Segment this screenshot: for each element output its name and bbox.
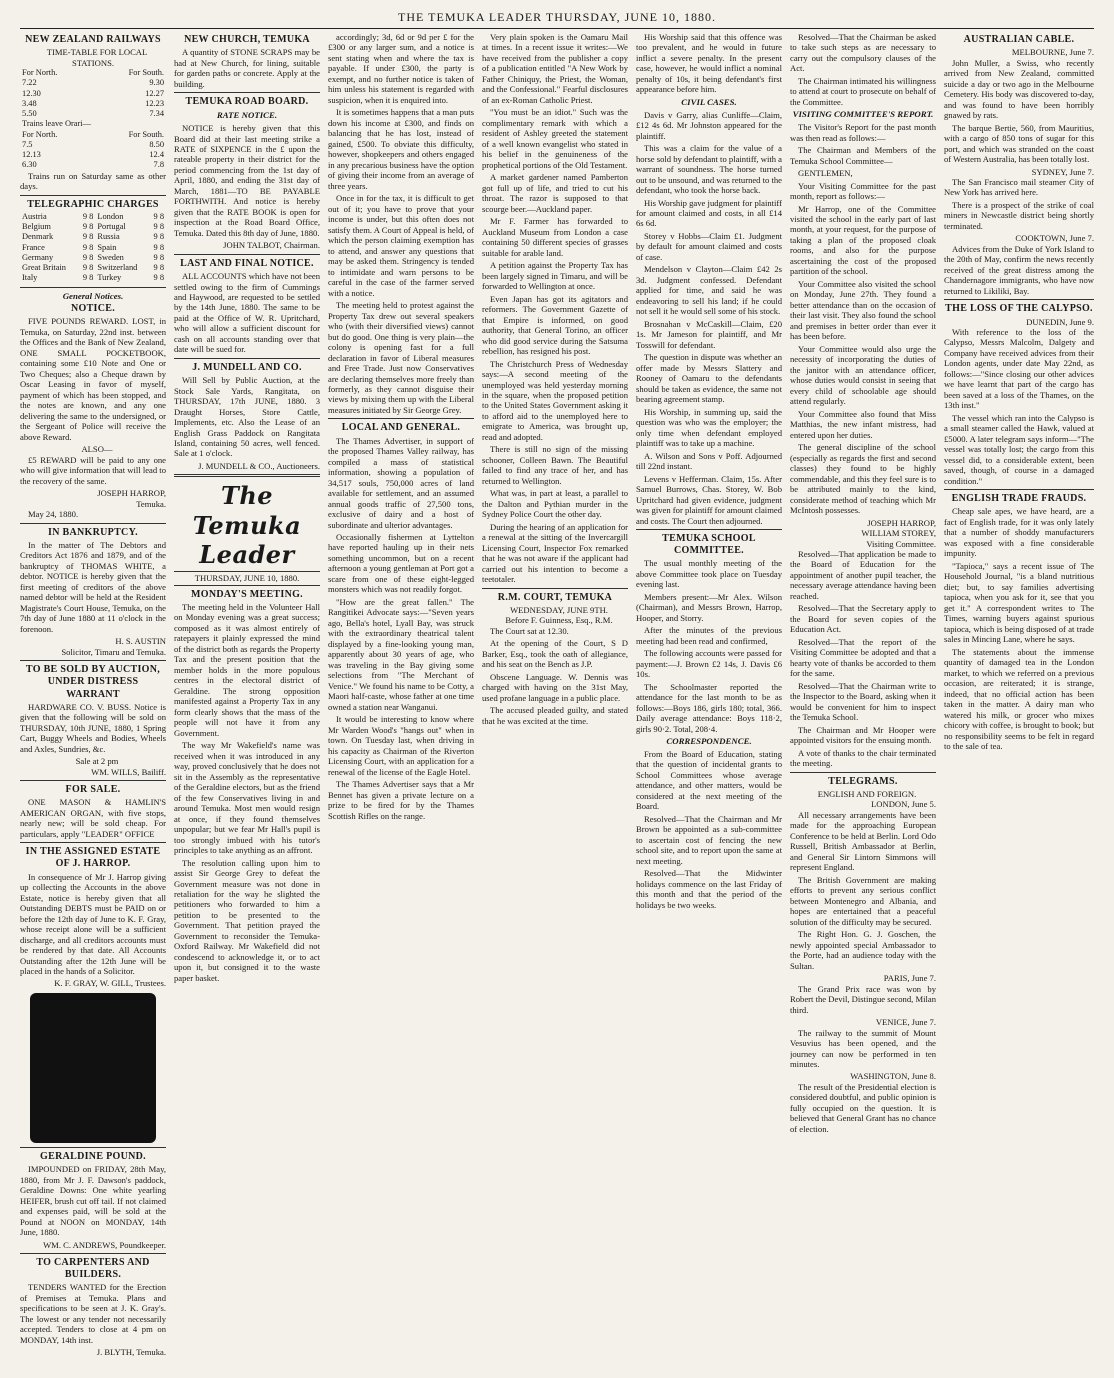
- article-paragraph: The meeting held in the Volunteer Hall on Monday evening was a great success; composed as it was almost entirely of ratepayers it plainly expressed the mind of the district both as regards the Property Tax and the present position that the member holds in the more populous centres in the electoral district of Geraldine. The strong opposition manifested against a Property Tax in any form clearly shows that the mass of the people will not have it from any Government.: [174, 601, 320, 738]
- charges-row-cell: Switzerland: [97, 263, 138, 273]
- column-2: [174, 32, 320, 1372]
- charges-row-cell: Sweden: [97, 252, 124, 262]
- timetable-row-cell: [117, 119, 166, 129]
- cable-paragraph: The barque Bertie, 560, from Mauritius, with a cargo of 850 tons of sugar for this port, and which was stranded on the coast of Western Australia, has been totally lost.: [944, 122, 1094, 165]
- rate-notice-heading: RATE NOTICE.: [216, 110, 278, 121]
- charges-row-cell: 9 8: [153, 222, 164, 232]
- news-paragraph: The Thames Advertiser says that a Mr Bennet has given a private lecture on a prize to be fired for by the Thames Scottish Rifles on the range.: [328, 779, 474, 821]
- news-paragraph: Very plain spoken is the Oamaru Mail at times. In a recent issue it writes:—We have received from the publisher a copy of a publication entitled "A New Work by Father Chiniquy, the Priest, the Woman, and the Confessional." Fearful disclosures of an ex-Roman Catholic Priest.: [482, 32, 628, 105]
- column-5: [636, 32, 782, 1372]
- rate-notice: NOTICE is hereby given that this Board did at their last meeting strike a RATE of SIXPENCE in the £ upon the rateable property in their district for the period commencing from the 1st day of April, 1880, and ending the 31st day of March, 1881—TO BE PAYABLE FORTHWITH. And notice is hereby given that the RATE BOOK is open for inspection at the Road Board Office, Temuka. Dated this 8th day of June, 1880.: [174, 123, 320, 238]
- article-paragraph: It is sometimes happens that a man puts down his income at £300, and finds on balancing that he has lost, instead of gained, £500. To obviate this difficulty, however, shopkeepers and others engaged in any precarious business have the option of giving their income from an average of three years.: [328, 107, 474, 191]
- timetable-row-cell: 12.23: [145, 98, 164, 108]
- timetable-row: [20, 130, 166, 140]
- timetable-row-cell: 7.34: [149, 109, 164, 119]
- news-paragraph: Mr F. Farmer has forwarded to Auckland Museum from London a case containing 50 different species of grasses suitable for arable land.: [482, 216, 628, 258]
- reward-signature: JOSEPH HARROP,: [97, 488, 166, 499]
- news-paragraph: The Christchurch Press of Wednesday says:—A second meeting of the unemployed was held yesterday morning in the square, when the proposed petition to the United States Government asking it to afford aid to the unemployed here to emigrate to America, was brought up, read and adopted.: [482, 358, 628, 442]
- timetable-row: [20, 109, 166, 119]
- masthead: THE TEMUKA LEADER THURSDAY, JUNE 10, 1880.: [20, 6, 1094, 29]
- estate-signature: K. F. GRAY, W. GILL, Trustees.: [54, 978, 166, 989]
- telegraphic-heading: TELEGRAPHIC CHARGES: [27, 198, 159, 210]
- timetable-row: [20, 99, 166, 109]
- trade-paragraph: Cheap sale apes, we have heard, are a fact of English trade, for it was only lately that a number of shoddy manufacturers was exposed with a fine considerable impunity.: [944, 506, 1094, 559]
- trade-frauds-heading: ENGLISH TRADE FRAUDS.: [951, 493, 1087, 505]
- telegram-paragraph: The railway to the summit of Mount Vesuvius has been opened, and the journey can now be performed in ten minutes.: [790, 1027, 936, 1069]
- timetable-row: [20, 78, 166, 88]
- news-paragraph: Occasionally fishermen at Lyttelton have reported hauling up in their nets something uncommon, but on a recent afternoon a young gentleman at Port got a scare from one of these eight-legged monsters which was not readily forgot.: [328, 531, 474, 595]
- auction-heading: TO BE SOLD BY AUCTION, UNDER DISTRESS WARRANT: [25, 664, 161, 700]
- committee-paragraph: Your Committee would also urge the necessity of incorporating the duties of the janitor with an attendance officer, whose duties would consist in seeing that every child of schoolable age should attend regularly.: [790, 343, 936, 407]
- trade-paragraph: The statements about the immense quantity of damaged tea in the London market, to which we referred on a previous occasion, are reiterated; it is strange, indeed, that no official action has been taken in the matter. A dairy man who watered his milk, or grocer who mixes chicory with coffee, is brought to book; but no responsibility seems to be felt in regard to the sale of tea.: [944, 646, 1094, 752]
- committee-paragraph: Your Committee also visited the school on Monday, June 27th. They found a better attendance than on the occasion of their last visit. They also found the school and premises in better order than ever it has been before.: [790, 278, 936, 342]
- committee-paragraph: Resolved—That the Chairman be asked to take such steps as are necessary to carry out the compulsory clauses of the Act.: [790, 32, 936, 74]
- charges-row-cell: 9 8: [82, 273, 94, 283]
- rm-court-heading: R.M. COURT, TEMUKA: [497, 591, 613, 603]
- committee-paragraph: Resolved—That the report of the Visiting Committee be adopted and that a hearty vote of thanks be accorded to them for the same.: [790, 636, 936, 679]
- local-general-heading: LOCAL AND GENERAL.: [341, 422, 461, 434]
- committee-paragraph: The Chairman intimated his willingness to attend at court to prosecute on behalf of the Committee.: [790, 75, 936, 107]
- railway-timetable: [20, 68, 166, 171]
- mundell-signature: J. MUNDELL & CO., Auctioneers.: [198, 460, 320, 471]
- mundell-notice: Will Sell by Public Auction, at the Stock Sale Yards, Rangitata, on THURSDAY, 17th JUNE, 1880. 3 Draught Horses, Store Cattle, Implements, etc. Also the Lease of an English Grass Paddock on Rangitata Island, containing 50 acres, well fenced. Sale at 1 o'clock.: [174, 375, 320, 459]
- court-paragraph: His Worship gave judgment for plaintiff for amount claimed and costs, in all £14 6s 6d.: [636, 197, 782, 229]
- pound-notice: IMPOUNDED on FRIDAY, 28th May, 1880, from Mr J. F. Dawson's paddock, Geraldine Downs: One white yearling HEIFER, brush cut off tail. If not claimed and expenses paid, will be sold at the Pound at NOON on MONDAY, 14th June, 1880.: [20, 1164, 166, 1238]
- charges-row: [20, 253, 166, 263]
- timetable-row-cell: For North.: [22, 129, 58, 139]
- telegrams-subheading: ENGLISH AND FOREIGN.: [817, 788, 917, 799]
- charges-row-cell: Belgium: [22, 222, 51, 232]
- charges-row-cell: 9 8: [82, 252, 94, 262]
- news-paragraph: It would be interesting to know where Mr Warden Wood's "hangs out" when in town. On Tuesday last, when driving in his capacity as Chairman of the Riverton Licensing Court, with an application for a renewal of the license of the Eagle Hotel.: [328, 714, 474, 777]
- columns: [20, 32, 1094, 1372]
- bankruptcy-place: Solicitor, Timaru and Temuka.: [61, 646, 166, 657]
- church-notice: A quantity of STONE SCRAPS may be had at New Church, for lining, suitable for garden paths or concrete. Apply at the building.: [174, 47, 320, 89]
- final-notice: ALL ACCOUNTS which have not been settled owing to the firm of Cummings and Haywood, are requested to be settled by the 14th June, 1880. The same to be paid at the Office of W. R. Upritchard, who will allow a sufficient discount for cash on all accounts standing over that date will be sued for.: [174, 271, 320, 355]
- reward-date: May 24, 1880.: [28, 509, 79, 520]
- calypso-heading: THE LOSS OF THE CALYPSO.: [945, 303, 1093, 315]
- timetable-row-cell: For South.: [128, 129, 164, 139]
- cable-paragraph: John Muller, a Swiss, who recently arrived from New Zealand, committed suicide a day or two ago in the Melbourne Cemetery. His body was discovered to-day, and was found to have been horribly gnawed by rats.: [944, 57, 1094, 121]
- committee-signature: Visiting Committee.: [866, 538, 936, 549]
- for-sale-notice: ONE MASON & HAMLIN'S AMERICAN ORGAN, with five stops, nearly new; will be sold cheap. For particulars, apply "LEADER" OFFICE: [20, 797, 166, 839]
- charges-row-cell: 9 8: [82, 263, 94, 273]
- timetable-row-cell: 3.48: [22, 98, 37, 108]
- dateline: DUNEDIN, June 9.: [1026, 316, 1094, 327]
- column-3: [328, 32, 474, 1372]
- charges-row: [20, 243, 166, 253]
- article-paragraph: The resolution calling upon him to assist Sir George Grey to defeat the Government measure was not done in retaliation for the way he slighted the petitioners who forwarded to him a petition to be presented to the Government. That petition prayed the Government to reconsider the Temuka-Oxford Railway. Mr Wakefield did not condescend to acknowledge it, or to act upon it, but consigned it to the waste paper basket.: [174, 857, 320, 983]
- timetable-row-cell: 9.30: [149, 78, 164, 88]
- charges-row-cell: 9 8: [153, 232, 164, 242]
- timetable-row-cell: 8.50: [149, 139, 164, 149]
- news-paragraph: The Thames Advertiser, in support of the proposed Thames Valley railway, has compiled a mass of statistical information, showing a population of 34,517 souls, 750,000 acres of land available for settlement, and an assumed annual goods traffic of 27,500 tons, exclusive of dairy and a host of subordinate and ulterior advantages.: [328, 435, 474, 530]
- court-paragraph: A. Wilson and Sons v Poff. Adjourned till 22nd instant.: [636, 450, 782, 472]
- dateline: VENICE, June 7.: [875, 1017, 936, 1028]
- article-paragraph: Once in for the tax, it is difficult to get out of it; you have to prove that your income is under, but this often does not satisfy them. A Court of Appeal is held, of which the person claiming exemption has to attend, and answer any questions that may be asked them. Stringency is tended to intimidate and warn persons to be careful in the case of the farmer served with a notice.: [328, 193, 474, 298]
- telegram-paragraph: The Right Hon. G. J. Goschen, the newly appointed special Ambassador to the Porte, had an audience today with the Sultan.: [790, 929, 936, 971]
- news-paragraph: A market gardener named Pamberton got full up of life, and tried to cut his throat. The razor is supposed to that scourge beer.—Auckland paper.: [482, 172, 628, 214]
- committee-paragraph: The Chairman and Members of the Temuka School Committee—: [790, 145, 936, 166]
- committee-paragraph: Your Committee also found that Miss Matthias, the new infant mistress, had entered upon her duties.: [790, 408, 936, 440]
- timetable-row: [20, 119, 166, 129]
- timetable-row-cell: 12.30: [22, 88, 41, 98]
- cable-paragraph: There is a prospect of the strike of coal miners in Newcastle district being shortly terminated.: [944, 199, 1094, 231]
- timetable-row: [20, 89, 166, 99]
- notice-heading: NOTICE.: [70, 303, 116, 315]
- committee-paragraph: The Schoolmaster reported the attendance for the last month to be as follows:—Boys 186, girls 180; total, 366. Daily average attendance: Boys 118·2, girls 90·2. Total, 208·4.: [636, 681, 782, 734]
- committee-signature: WILLIAM STOREY,: [861, 528, 936, 539]
- school-committee-heading: TEMUKA SCHOOL COMMITTEE.: [662, 533, 756, 557]
- court-paragraph: His Worship, in summing up, said the question was who was the employer; the only time when defendant employed plaintiff was to take up a machine.: [636, 406, 782, 449]
- court-paragraph: Davis v Garry, alias Cunliffe—Claim, £12 4s 6d. Mr Johnston appeared for the plaintiff.: [636, 109, 782, 141]
- charges-row-cell: 9 8: [82, 211, 94, 221]
- charges-row-cell: 9 8: [153, 273, 164, 283]
- estate-heading: IN THE ASSIGNED ESTATE OF J. HARROP.: [25, 846, 161, 870]
- bankruptcy-notice: In the matter of The Debtors and Creditors Act 1876 and 1879, and of the bankruptcy of THOMAS WHITE, a debtor. NOTICE is hereby given that the first meeting of creditors of the above named debtor will be held at the Resident Magistrate's Court House, Temuka, on the 7th day of June 1880 at 11 o'clock in the forenoon.: [20, 539, 166, 634]
- timetable-row-cell: 12.27: [145, 88, 164, 98]
- charges-row-cell: 9 8: [82, 232, 94, 242]
- news-paragraph: During the hearing of an application for a renewal at the sitting of the Invercargill Licensing Court, Inspector Fox remarked that he was not aware if the applicant had carried out his intention to become a teetotaler.: [482, 521, 628, 585]
- committee-paragraph: Members present:—Mr Alex. Wilson (Chairman), and Messrs Brown, Harrop, Hooper, and Storry.: [636, 591, 782, 623]
- news-paragraph: Even Japan has got its agitators and reformers. The Government Gazette of that Empire is informed, on good authority, that General Torino, an officer who did good service during the Satsuma rebellion, has resigned his post.: [482, 293, 628, 357]
- charges-row-cell: Spain: [97, 242, 117, 252]
- reward-place: Temuka.: [136, 498, 166, 509]
- bankruptcy-heading: IN BANKRUPTCY.: [48, 526, 138, 538]
- court-paragraph: Mendelson v Clayton—Claim £42 2s 3d. Judgment confessed. Defendant applied for time, and said he was endeavoring to sell his land; if he could not sell it he would sell some of his stock.: [636, 264, 782, 317]
- telegrams-heading: TELEGRAMS.: [828, 775, 898, 787]
- mondays-meeting-heading: MONDAY'S MEETING.: [191, 588, 303, 600]
- charges-row-cell: 9 8: [153, 263, 164, 273]
- final-notice-heading: LAST AND FINAL NOTICE.: [180, 257, 314, 269]
- committee-paragraph: Your Visiting Committee for the past month, report as follows:—: [790, 180, 936, 202]
- charges-row-cell: Portugal: [97, 222, 126, 232]
- committee-paragraph: GENTLEMEN,: [798, 168, 853, 179]
- committee-paragraph: Resolved—That the Secretary apply to the Board for seven copies of the Education Act.: [790, 603, 936, 635]
- railway-heading: NEW ZEALAND RAILWAYS: [25, 34, 161, 45]
- committee-paragraph: A vote of thanks to the chair terminated the meeting.: [790, 747, 936, 769]
- court-paragraph: Levens v Hefferman. Claim, 15s. After Samuel Burrows, Chas. Storey, W. Bob Upritchard had given evidence, judgment was given for plaintiff for amount claimed and costs. The Court then adjourned.: [636, 473, 782, 526]
- charges-row: [20, 263, 166, 273]
- reward-notice: FIVE POUNDS REWARD. LOST, in Temuka, on Saturday, 22nd inst. between the Offices and the Bank of New Zealand, ONE SMALL POCKETBOOK, containing some £10 Note and One or Two Cheques; also a Cheque drawn by Oscar Leasing in favor of myself, payment of which has been stopped, and the notes are known, and any one delivering the same to the undersigned, or the Sergeant of Police will receive the above Reward.: [20, 316, 166, 442]
- committee-paragraph: Resolved—That the Chairman and Mr Brown be appointed as a sub-committee to ascertain cost of fencing the new school site, and to report upon the same at next meeting.: [636, 813, 782, 866]
- timetable-row-cell: 12.4: [149, 150, 164, 160]
- court-paragraph: The accused pleaded guilty, and stated that he was excited at the time.: [482, 705, 628, 726]
- telegram-paragraph: The Grand Prix race was won by Robert the Devil, Distingue second, Milan third.: [790, 983, 936, 1015]
- dateline: COOKTOWN, June 7.: [1015, 233, 1094, 244]
- timetable-row: [20, 150, 166, 160]
- bankruptcy-signature: H. S. AUSTIN: [115, 636, 166, 647]
- charges-row: [20, 212, 166, 222]
- cable-paragraph: Advices from the Duke of York Island to the 20th of May, confirm the news recently received of the great distress among the Chandernagore immigrants, who have now returned to Likiliki, Bay.: [944, 243, 1094, 296]
- estate-notice: In consequence of Mr J. Harrop giving up collecting the Accounts in the above Estate, notice is hereby given that all Outstanding DEBTS must be PAID on or before the 12th day of June to K. F. Gray, whose receipt alone will be a sufficient discharge, and all creditors accounts must be rendered by that date. All Accounts Outstanding after the 12th June will be placed in the hands of a Solicitor.: [20, 871, 166, 976]
- ink-blot: [30, 993, 156, 1143]
- committee-paragraph: After the minutes of the previous meeting had been read and confirmed,: [636, 625, 782, 646]
- committee-paragraph: Resolved—That the Midwinter holidays commence on the last Friday of this month and that the period of the holidays be two weeks.: [636, 868, 782, 910]
- court-paragraph: This was a claim for the value of a horse sold by defendant to plaintiff, with a warrant of soundness. The horse turned out to be unsound, and was returned to the defendant, who took the horse back.: [636, 143, 782, 196]
- charges-row-cell: 9 8: [153, 211, 164, 221]
- charges-row-cell: 9 8: [82, 222, 94, 232]
- timetable-row: [20, 68, 166, 78]
- calypso-paragraph: The vessel which ran into the Calypso is a small steamer called the Hawk, valued at £5000. A later telegram says inform—"The vessel was totally lost; the cargo from this vessel did, to a considerable extent, been saved, though, of course in a damaged condition.": [944, 412, 1094, 486]
- dateline: PARIS, June 7.: [883, 973, 936, 984]
- telegram-paragraph: The British Government are making efforts to prevent any serious conflict between Montenegro and Albania, and hopes are entertained that a peaceful solution of the difficulty may be secured.: [790, 874, 936, 927]
- charges-row-cell: 9 8: [153, 242, 164, 252]
- rate-signature: JOHN TALBOT, Chairman.: [223, 240, 320, 251]
- timetable-row-cell: 5.50: [22, 109, 37, 119]
- church-heading: NEW CHURCH, TEMUKA: [184, 34, 310, 45]
- court-paragraph: At the opening of the Court, S D Barker, Esq., took the oath of allegiance, and his seat on the Bench as J.P.: [482, 638, 628, 670]
- committee-paragraph: Mr Harrop, one of the Committee visited the school in the early part of last month, at your request, for the purpose of taking a plan of the proposed cloak rooms, and also for the purpose ascertaining the cost of the proposed partition of the school.: [790, 203, 936, 277]
- committee-paragraph: The Chairman and Mr Hooper were appointed visitors for the ensuing month.: [790, 724, 936, 746]
- reward-more: £5 REWARD will be paid to any one who will give information that will lead to the recovery of the same.: [20, 454, 166, 486]
- charges-row-cell: Russia: [97, 232, 120, 242]
- timetable-row-cell: 7.5: [22, 139, 33, 149]
- telegram-paragraph: The result of the Presidential election is considered doubtful, and public opinion is fully occupied on the question. It is believed that General Grant has no chance of election.: [790, 1081, 936, 1134]
- newspaper-title: The Temuka Leader: [192, 481, 302, 569]
- column-6: [790, 32, 936, 1372]
- column-1: [20, 32, 166, 1372]
- committee-paragraph: From the Board of Education, stating that the question of incidental grants to School Committees whose average attendance, and other matters, would be considered at the next meeting of the Board.: [636, 748, 782, 812]
- issue-date: THURSDAY, JUNE 10, 1880.: [174, 571, 320, 585]
- charges-row: [20, 232, 166, 242]
- charges-row-cell: London: [97, 211, 124, 221]
- charges-row-cell: Great Britain: [22, 263, 66, 273]
- news-paragraph: What was, in part at least, a parallel to the Dalton and Pythian murder in the Sydney Police Court the other day.: [482, 488, 628, 520]
- timetable-row-cell: For North.: [22, 68, 58, 78]
- mundell-heading: J. MUNDELL AND CO.: [192, 361, 302, 373]
- timetable-row-cell: 7.8: [153, 160, 164, 170]
- court-paragraph: Storey v Hobbs—Claim £1. Judgment by default for amount claimed and costs of case.: [636, 230, 782, 262]
- civil-cases-heading: CIVIL CASES.: [681, 96, 737, 107]
- timetable-row-cell: Trains leave Orari—: [22, 119, 91, 129]
- committee-paragraph: Resolved—That application be made to the Board of Education for the appointment of another pupil teacher, the necessary average attendance having been reached.: [790, 549, 936, 601]
- news-paragraph: There is still no sign of the missing schooner, Colleen Bawn. The Beautiful failed to find any trace of her, and has returned to Wellington.: [482, 444, 628, 486]
- reward-also: ALSO—: [81, 444, 113, 455]
- committee-paragraph: The Visitor's Report for the past month was then read as follows:—: [790, 122, 936, 143]
- dateline: MELBOURNE, June 7.: [1011, 47, 1094, 58]
- article-paragraph: The meeting held to protest against the Property Tax drew out several speakers who (with their diversified views) cannot but do good. One thing is very plain—the colony is opening fast for a full declaration in favor of Liberal measures and Free Trade. Just now Conservatives are declaring themselves more freely than formerly, as they cannot disguise their views by mixing them up with the Liberal measures initiated by Sir George Grey.: [328, 300, 474, 415]
- charges-row-cell: Italy: [22, 273, 38, 283]
- telegraphic-charges-table: [20, 212, 166, 284]
- committee-signature: JOSEPH HARROP,: [867, 517, 936, 528]
- pound-signature: WM. C. ANDREWS, Poundkeeper.: [43, 1239, 166, 1250]
- charges-row-cell: Germany: [22, 252, 54, 262]
- news-paragraph: "How are the great fallen." The Rangitikei Advocate says:—"Seven years ago, Bella's hotel, Lyall Bay, was struck with the extraordinary theatrical talent displayed by a fine-looking young man, apparently about 30 years of age, who was traveling in the Bay giving some selections from "The Merchant of Venice." We found his name to be Cotty, a Maori half-caste, whose father at one time owned a station near Wanganui.: [328, 596, 474, 712]
- pound-heading: GERALDINE POUND.: [40, 1150, 146, 1162]
- auction-notice: HARDWARE CO. V. BUSS. Notice is given that the following will be sold on THURSDAY, 10th JUNE, 1880, 1 Spring Cart, Buggy Wheels and Bodies, Wheels and Axles, Sundries, &c.: [20, 701, 166, 754]
- calypso-paragraph: With reference to the loss of the Calypso, Messrs Malcolm, Dalgety and Company have received advices from their London agents, under date May 22nd, as follows:—"Since closing our other advices we have learnt that part of the cargo has been saved at a loss of the Thames, on the 13th inst.": [944, 327, 1094, 411]
- builders-notice: TENDERS WANTED for the Erection of Premises at Temuka. Plans and specifications to be seen at J. K. Gray's. The lowest or any tender not necessarily accepted. Tenders to close at 4 pm on MONDAY, 14th inst.: [20, 1282, 166, 1345]
- committee-paragraph: The following accounts were passed for payment:—J. Brown £2 14s, J. Davis £6 10s.: [636, 648, 782, 680]
- auction-sale-time: Sale at 2 pm: [75, 756, 119, 767]
- auction-signature: WM. WILLS, Bailiff.: [91, 766, 166, 777]
- court-paragraph: His Worship said that this offence was too prevalent, and he would in future inflict a severe penalty. In the present case, however, he would inflict a nominal penalty of 10s, it being defendant's first appearance before him.: [636, 32, 782, 95]
- road-board-heading: TEMUKA ROAD BOARD.: [185, 96, 309, 108]
- article-paragraph: The way Mr Wakefield's name was received when it was introduced in any way, proved conclusively that he does not sit in the Assembly as the representative of the Geraldine electors, but as the friend of the few Conservatives living in and around Temuka. Most men would resign at once, if they found themselves unpopular; but we fear Mr Hall's pupil is too strongly imbued with his tutor's principles to take anything as an affront.: [174, 740, 320, 856]
- charges-row: [20, 222, 166, 232]
- dateline: SYDNEY, June 7.: [1031, 166, 1094, 177]
- column-4: [482, 32, 628, 1372]
- timetable-row-cell: 7.22: [22, 78, 37, 88]
- charges-row-cell: France: [22, 242, 45, 252]
- court-paragraph: Obscene Language. W. Dennis was charged with having on the 31st May, used profane language in a public place.: [482, 671, 628, 703]
- charges-row-cell: Denmark: [22, 232, 54, 242]
- court-paragraph: Brosnahan v McCaskill—Claim, £20 1s. Mr Jameson for plaintiff, and Mr Tosswill for defendant.: [636, 318, 782, 350]
- builders-signature: J. BLYTH, Temuka.: [96, 1347, 166, 1358]
- news-paragraph: "You must be an idiot." Such was the complimentary remark with which a resident of Ashley greeted the statement of a well known evangelist who stated in his belief in the genuineness of the prophetical portions of the Old Testament.: [482, 107, 628, 170]
- timetable-row: [20, 140, 166, 150]
- australian-cable-heading: AUSTRALIAN CABLE.: [963, 34, 1075, 45]
- correspondence-heading: CORRESPONDENCE.: [666, 736, 752, 747]
- charges-row-cell: Turkey: [97, 273, 122, 283]
- timetable-row-cell: 6.30: [22, 160, 37, 170]
- cable-paragraph: The San Francisco mail steamer City of New York has arrived here.: [944, 177, 1094, 198]
- article-paragraph: accordingly; 3d, 6d or 9d per £ for the £300 or any larger sum, and a notice is sent stating when and where the tax is payable. If under £300, the party is exempt, and no further notice is taken of him unless his statement is regarded with suspicion, when it is enquired into.: [328, 32, 474, 105]
- railway-note: Trains run on Saturday same as other days.: [20, 170, 166, 192]
- column-7: [944, 32, 1094, 1372]
- visiting-report-heading: VISITING COMMITTEE'S REPORT.: [792, 109, 934, 120]
- charges-row-cell: 9 8: [153, 252, 164, 262]
- timetable-row: [20, 160, 166, 170]
- charges-row-cell: Austria: [22, 211, 47, 221]
- charges-row: [20, 273, 166, 283]
- for-sale-heading: FOR SALE.: [65, 784, 121, 796]
- general-notices-heading: General Notices.: [62, 290, 124, 301]
- court-paragraph: The Court sat at 12.30.: [490, 625, 569, 636]
- railway-subheading: TIME-TABLE FOR LOCAL STATIONS.: [46, 47, 148, 68]
- dateline: WASHINGTON, June 8.: [850, 1071, 936, 1082]
- committee-paragraph: Resolved—That the Chairman write to the Inspector to the Board, asking when it would be convenient for him to inspect the Temuka School.: [790, 680, 936, 723]
- timetable-row-cell: 12.13: [22, 150, 41, 160]
- timetable-row-cell: For South.: [128, 68, 164, 78]
- trade-paragraph: "Tapioca," says a recent issue of The Household Journal, "is a bland nutritious diet; but, to say families advertising tapioca, when you ask for it, see that you get it." A correspondent writes to The Times, warning buyers against spurious tapioca, which is being disposed of at trade sales in Mincing Lane, where he says.: [944, 560, 1094, 645]
- news-paragraph: A petition against the Property Tax has been largely signed in Timaru, and will be forwarded to Wellington at once.: [482, 260, 628, 292]
- rm-court-before: Before F. Guinness, Esq., R.M.: [505, 615, 613, 626]
- telegram-paragraph: All necessary arrangements have been made for the approaching European Conference to be held at Berlin. Lord Odo Russell, British Ambassador at Berlin, and General Sir Lintorn Simmons will represent England.: [790, 809, 936, 873]
- committee-paragraph: The general discipline of the school (especially as regards the first and second classes) they found to be highly commendable, and this they feel sure is to be attributed mainly to the kind, considerate method of teaching which Mr McIntosh possesses.: [790, 442, 936, 516]
- builders-heading: TO CARPENTERS AND BUILDERS.: [36, 1257, 150, 1281]
- charges-row-cell: 9 8: [82, 242, 94, 252]
- dateline: LONDON, June 5.: [871, 799, 936, 810]
- committee-paragraph: The usual monthly meeting of the above Committee took place on Tuesday evening last.: [636, 558, 782, 590]
- rm-court-date: WEDNESDAY, JUNE 9TH.: [510, 604, 608, 615]
- court-paragraph: The question in dispute was whether an offer made by Messrs Slattery and Rooney of Oamaru to the defendants should be taken as evidence, the same not bearing agreement stamp.: [636, 352, 782, 405]
